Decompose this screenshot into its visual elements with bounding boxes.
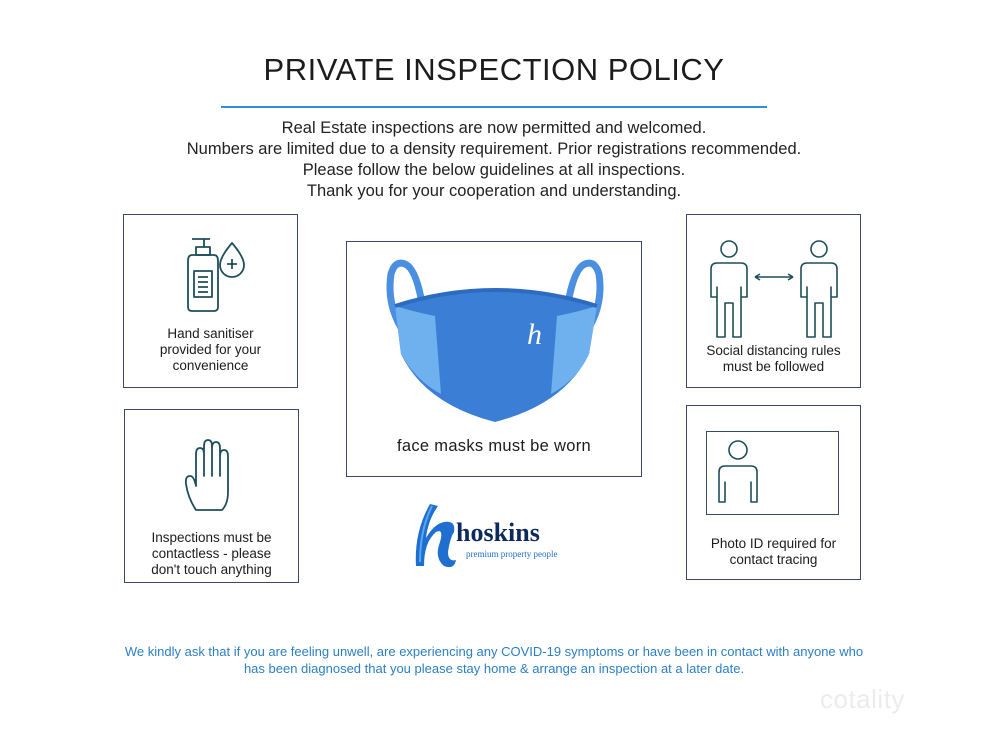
photo-id-caption-line: contact tracing <box>729 552 818 567</box>
watermark <box>820 684 905 715</box>
hoskins-logo <box>410 502 590 572</box>
footer-line: has been diagnosed that you please stay home & arrange an inspection at a later date. <box>243 661 745 676</box>
contactless-card <box>124 409 299 583</box>
hand-sanitiser-icon <box>184 235 254 317</box>
photo-id-card <box>686 405 861 580</box>
mask-caption: face masks must be worn <box>397 437 591 455</box>
person-id-icon <box>713 438 763 510</box>
sanitiser-caption-line: provided for your <box>159 342 262 357</box>
social-distancing-icon <box>699 237 849 341</box>
distancing-caption-line: Social distancing rules <box>706 343 841 358</box>
page-title: PRIVATE INSPECTION POLICY <box>263 52 725 87</box>
sanitiser-caption-line: convenience <box>172 358 249 373</box>
contactless-caption-line: Inspections must be <box>151 530 272 545</box>
title-underline <box>221 106 767 108</box>
svg-text:h: h <box>527 318 542 351</box>
intro-line: Real Estate inspections are now permitted and welcomed. <box>281 119 707 137</box>
contactless-caption-line: contactless - please <box>151 546 272 561</box>
logo-tagline: premium property people <box>466 549 558 559</box>
hoskins-h-icon <box>410 502 460 570</box>
distancing-card <box>686 214 861 388</box>
intro-line: Thank you for your cooperation and understanding. <box>306 182 682 200</box>
sanitiser-caption-line: Hand sanitiser <box>167 326 254 341</box>
photo-id-caption-line: Photo ID required for <box>710 536 837 551</box>
logo-name: hoskins <box>456 518 540 547</box>
intro-line: Numbers are limited due to a density requirement. Prior registrations recommended. <box>186 140 802 158</box>
face-mask-icon <box>375 254 615 454</box>
sanitiser-card <box>123 214 298 388</box>
watermark-text: cotality <box>820 684 905 714</box>
hand-icon <box>180 436 236 516</box>
footer-notice <box>60 643 928 677</box>
footer-line: We kindly ask that if you are feeling unwell, are experiencing any COVID-19 symptoms or have been in contact with anyone who <box>124 644 864 659</box>
intro-text <box>0 118 988 202</box>
face-mask-card <box>346 241 642 477</box>
contactless-caption-line: don't touch anything <box>151 562 272 577</box>
id-frame <box>706 431 839 515</box>
intro-line: Please follow the below guidelines at all inspections. <box>302 161 686 179</box>
distancing-caption-line: must be followed <box>722 359 825 374</box>
